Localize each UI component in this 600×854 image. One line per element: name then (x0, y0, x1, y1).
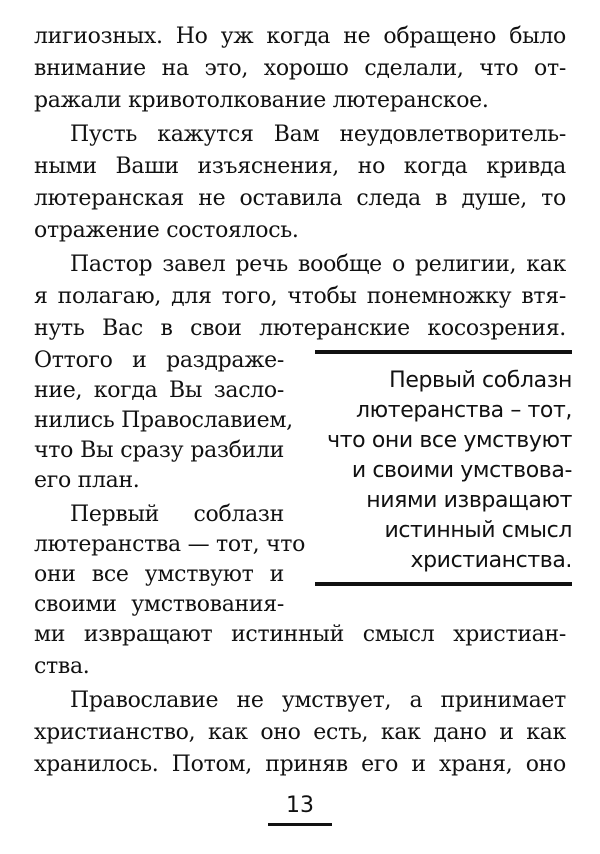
body-line: Пусть кажутся Вам неудовлетворитель- (70, 122, 566, 147)
body-line: христианство, как оно есть, как дано и как (34, 720, 566, 745)
body-line: ными Ваши изъяснения, но когда кривда (34, 154, 566, 179)
body-line: я полагаю, для того, чтобы понемножку втя- (34, 284, 566, 309)
pullquote-line: лютеранства – тот, (356, 398, 572, 423)
pullquote-line: Первый соблазн (389, 368, 572, 393)
pullquote-line: и своими умствова- (351, 458, 572, 483)
pullquote-line: что они все умствуют (327, 428, 572, 453)
body-line: нуть Вас в свои лютеранские косозрения. (34, 316, 566, 341)
body-line: лютеранская не оставила следа в душе, то (34, 186, 566, 211)
body-line: ми извращают истинный смысл христиан- (34, 622, 566, 647)
body-line: отражение состоялось. (34, 218, 299, 243)
body-line: Православие не умствует, а принимает (70, 688, 566, 713)
body-line: его план. (34, 468, 140, 493)
body-line: хранилось. Потом, приняв его и храня, оно (34, 752, 566, 777)
body-line: ства. (34, 654, 90, 679)
pullquote-top-rule (315, 350, 572, 354)
body-line: Первый соблазн (70, 502, 284, 527)
pullquote-line: ниями извращают (366, 488, 572, 513)
body-line: Пастор завел речь вообще о религии, как (70, 252, 566, 277)
body-line: ние, когда Вы засло- (34, 378, 284, 403)
body-line: что Вы сразу разбили (34, 438, 284, 463)
body-line: лютеранства — тот, что (34, 532, 306, 557)
body-line: Оттого и раздраже- (34, 348, 284, 373)
page-number-underline (268, 823, 332, 826)
page-number: 13 (286, 793, 314, 818)
body-line: ражали кривотолкование лютеранское. (34, 88, 489, 113)
body-line: они все умствуют и (34, 562, 284, 587)
body-line: своими умствования- (34, 592, 284, 617)
pullquote-line: христианства. (410, 548, 572, 573)
body-line: нились Православием, (34, 408, 293, 433)
body-line: лигиозных. Но уж когда не обращено было (34, 24, 566, 49)
body-line: внимание на это, хорошо сделали, что от- (34, 56, 566, 81)
pullquote-bottom-rule (315, 582, 572, 586)
pullquote-line: истинный смысл (384, 518, 572, 543)
